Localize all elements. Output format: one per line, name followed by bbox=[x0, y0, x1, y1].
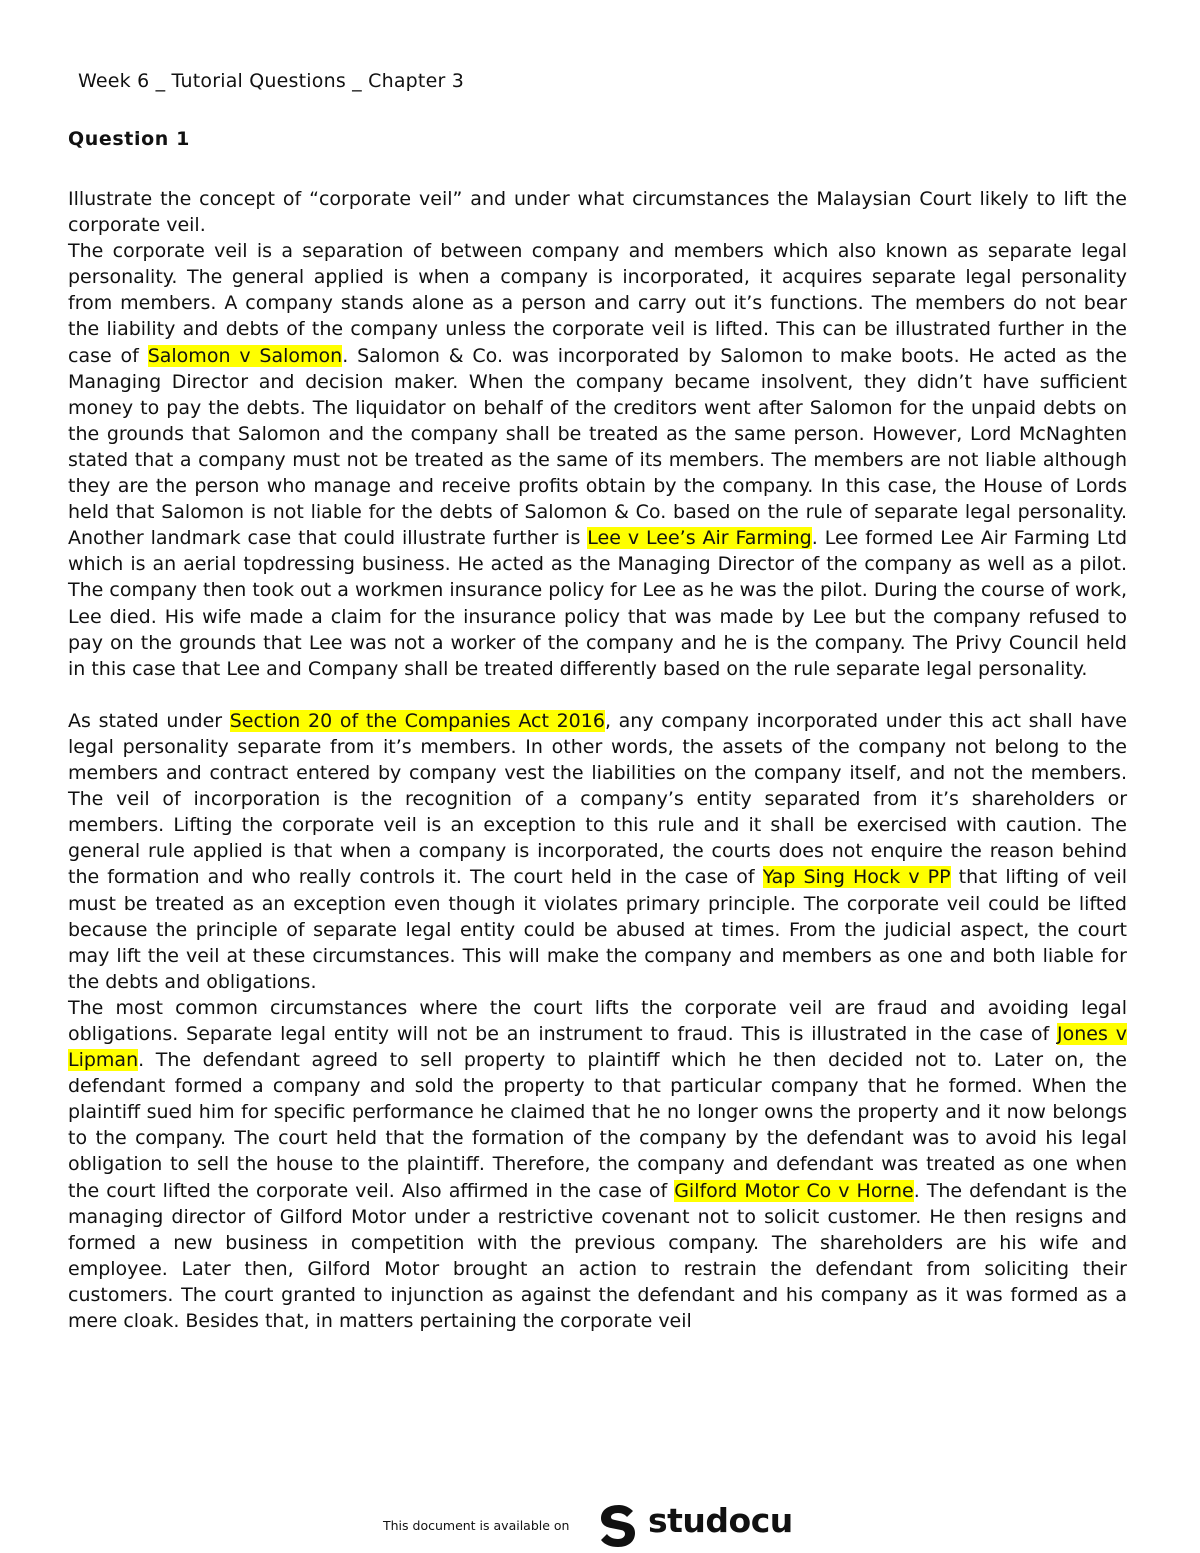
statute-highlight-section-20: Section 20 of the Companies Act 2016 bbox=[229, 709, 605, 732]
paragraph-3: The most common circumstances where the court lifts the corporate veil are fraud and avoiding legal obligations. Separate legal entity will not be an instrument to fraud. This is illustrated in the case of Jones v Lipman. The defendant agreed to sell property to plaintiff which he then decided not to. Later on, the defendant formed a company and sold the property to that particular company that he formed. When the plaintiff sued him for specific performance he claimed that he no longer owns the property and it now belongs to the company. The court held that the formation of the company by the defendant was to avoid his legal obligation to sell the house to the plaintiff. Therefore, the company and defendant was treated as one when the court lifted the corporate veil. Also affirmed in the case of Gilford Motor Co v Horne. The defendant is the managing director of Gilford Motor under a restrictive covenant not to solicit customer. He then resigns and formed a new business in competition with the previous company. The shareholders are his wife and employee. Later then, Gilford Motor brought an action to restrain the defendant from soliciting their customers. The court granted to injunction as against the defendant and his company as it was formed as a mere cloak. Besides that, in matters pertaining the corporate veil bbox=[68, 996, 1127, 1333]
paragraph-2: As stated under Section 20 of the Companies Act 2016, any company incorporated under this act shall have legal personality separate from it’s members. In other words, the assets of the company not belong to the members and contract entered by company vest the liabilities on the company itself, and not the members. The veil of incorporation is the recognition of a company’s entity separated from it’s shareholders or members. Lifting the corporate veil is an exception to this rule and it shall be exercised with caution. The general rule applied is that when a company is incorporated, the courts does not enquire the reason behind the formation and who really controls it. The court held in the case of Yap Sing Hock v PP that lifting of veil must be treated as an exception even though it violates primary principle. The corporate veil could be lifted because the principle of separate legal entity could be abused at times. From the judicial aspect, the court may lift the veil at these circumstances. This will make the company and members as one and both liable for the debts and obligations. bbox=[68, 709, 1127, 993]
paragraph-1: The corporate veil is a separation of between company and members which also known as separate legal personality. The general applied is when a company is incorporated, it acquires separate legal personality from members. A company stands alone as a person and carry out it’s functions. The members do not bear the liability and debts of the company unless the corporate veil is lifted. This can be illustrated further in the case of Salomon v Salomon. Salomon & Co. was incorporated by Salomon to make boots. He acted as the Managing Director and decision maker. When the company became insolvent, they didn’t have sufficient money to pay the debts. The liquidator on behalf of the creditors went after Salomon for the unpaid debts on the grounds that Salomon and the company shall be treated as the same person. However, Lord McNaghten stated that a company must not be treated as the same of its members. The members are not liable although they are the person who manage and receive profits obtain by the company. In this case, the House of Lords held that Salomon is not liable for the debts of Salomon & Co. based on the rule of separate legal personality. Another landmark case that could illustrate further is Lee v Lee’s Air Farming. Lee formed Lee Air Farming Ltd which is an aerial topdressing business. He acted as the Managing Director of the company as well as a pilot. The company then took out a workmen insurance policy for Lee as he was the pilot. During the course of work, Lee died. His wife made a claim for the insurance policy that was made by Lee but the company refused to pay on the grounds that Lee was not a worker of the company and he is the company. The Privy Council held in this case that Lee and Company shall be treated differently based on the rule separate legal personality. bbox=[68, 240, 1128, 680]
paragraph-gap bbox=[68, 682, 1127, 708]
document-heading: Week 6 _ Tutorial Questions _ Chapter 3 bbox=[78, 70, 465, 92]
case-highlight-jones: Jones v Lipman bbox=[68, 1023, 1127, 1072]
question-title: Question 1 bbox=[68, 128, 190, 150]
studocu-footer[interactable] bbox=[383, 1496, 803, 1550]
case-highlight-lee: Lee v Lee’s Air Farming bbox=[587, 527, 812, 550]
studocu-brand: studocu bbox=[648, 1501, 793, 1540]
answer-body bbox=[68, 186, 1127, 1334]
studocu-logo-icon bbox=[595, 1502, 641, 1548]
availability-text: This document is available on bbox=[383, 1518, 570, 1533]
case-highlight-gilford: Gilford Motor Co v Horne bbox=[674, 1179, 914, 1202]
case-highlight-salomon: Salomon v Salomon bbox=[147, 344, 343, 367]
case-highlight-yap-sing-hock: Yap Sing Hock v PP bbox=[762, 866, 951, 889]
question-prompt: Illustrate the concept of “corporate veil” and under what circumstances the Malaysian Court likely to lift the corporate veil. bbox=[68, 188, 1127, 237]
